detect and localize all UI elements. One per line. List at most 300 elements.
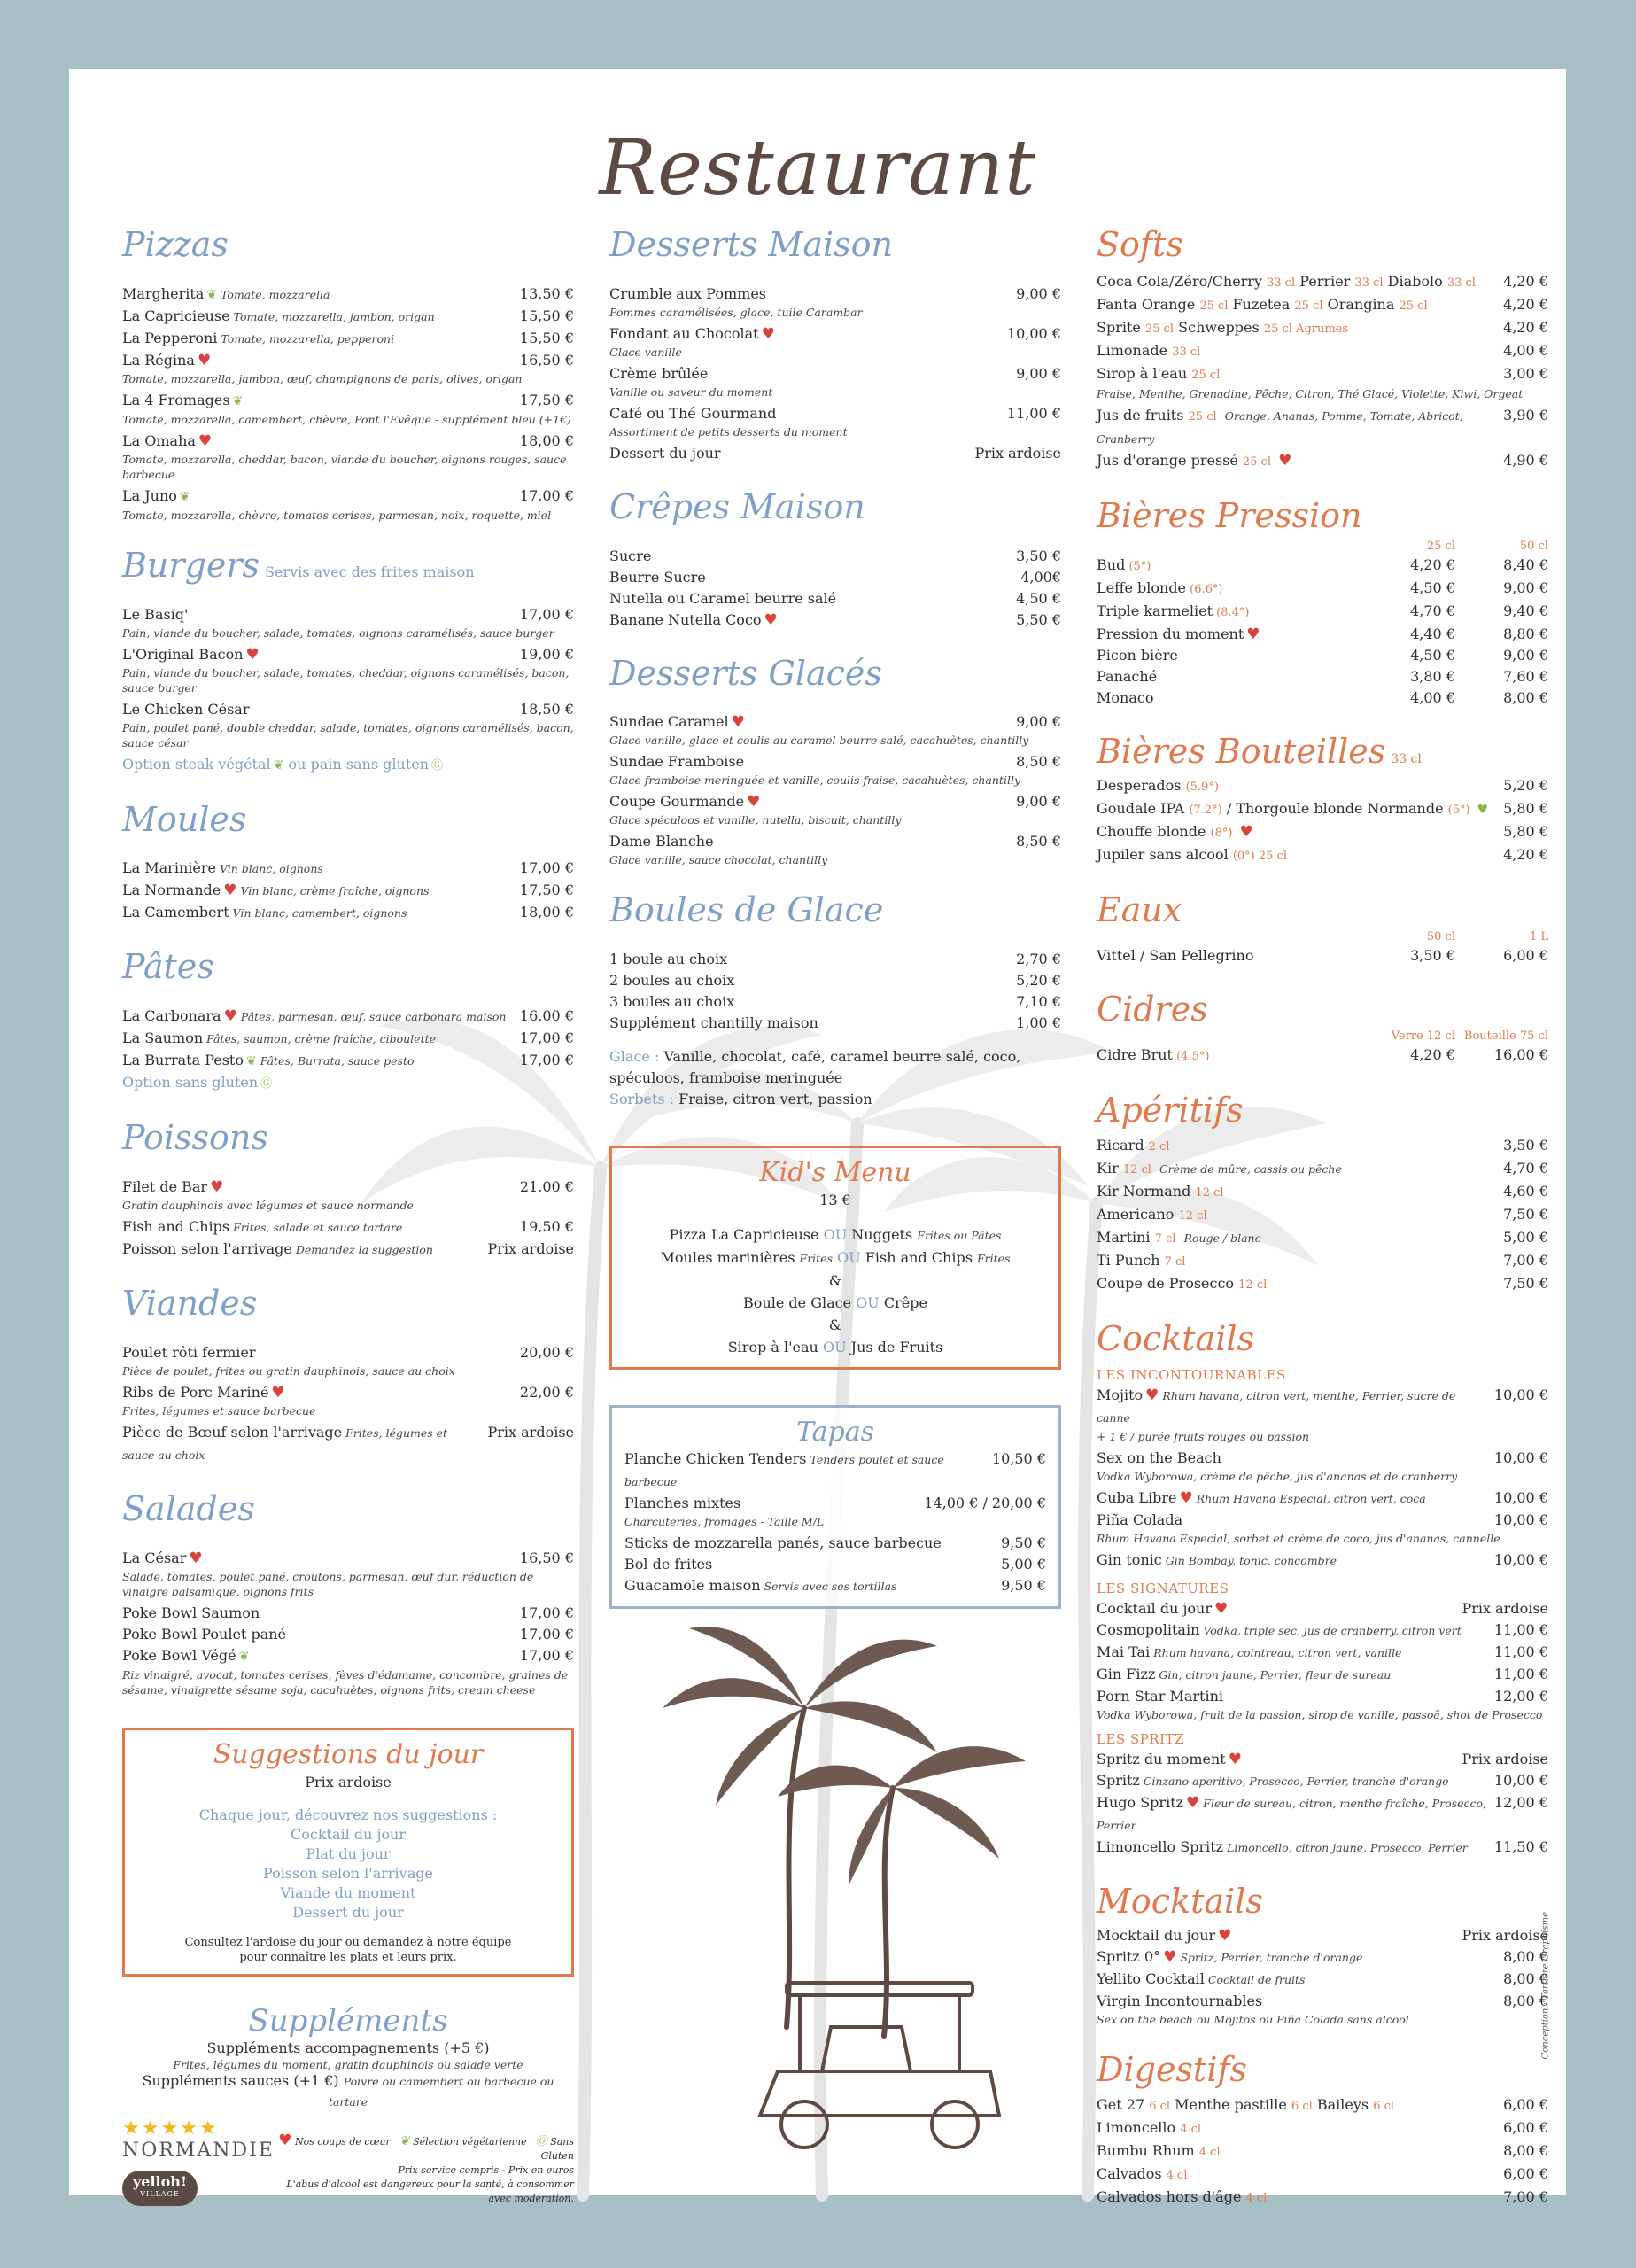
suggestions-note-1: Consultez l'ardoise du jour ou demandez à notre équipe <box>184 1935 512 1949</box>
cocktails-list-1 <box>1097 1385 1548 1572</box>
menu-item-name: Café ou Thé Gourmand <box>609 404 777 422</box>
supplements-sauces-desc: Poivre ou camembert ou barbecue ou tartare <box>328 2074 554 2109</box>
menu-item <box>609 711 1061 748</box>
suggestions-lines <box>137 1825 559 1922</box>
salades-heading: Salades <box>122 1488 255 1528</box>
menu-item-name-group <box>1097 1598 1228 1619</box>
menu-item-name-group <box>1097 1385 1487 1429</box>
menu-item-name: Cosmopolitain <box>1097 1620 1200 1638</box>
menu-item-name: Poke Bowl Végé <box>122 1646 236 1664</box>
option-pain-sans-gluten: ou pain sans gluten <box>288 755 430 773</box>
menu-item-row <box>1097 1969 1548 1991</box>
menu-item-name: Sundae Framboise <box>609 753 745 771</box>
menu-item-name: Spritz du moment <box>1097 1750 1226 1767</box>
menu-item-price: 9,00 € <box>1016 793 1061 811</box>
menu-item-desc: Pain, viande du boucher, salade, tomates, oignons caramélisés, sauce burger <box>122 625 554 640</box>
drink-item-price: 6,00 € <box>1503 2119 1548 2137</box>
drink-item-price: 7,00 € <box>1503 2188 1548 2206</box>
menu-item-row <box>122 1382 574 1403</box>
heart-icon: ♥ <box>747 793 761 812</box>
menu-item-row <box>1097 1946 1548 1969</box>
menu-item-name: La Capricieuse <box>122 307 230 324</box>
drink-item-name: Desperados (5.9°) <box>1097 777 1219 795</box>
supplements-line-2 <box>122 2071 574 2112</box>
menu-item-name: Spritz <box>1097 1771 1140 1789</box>
menu-item-price: 13,50 € <box>519 284 574 302</box>
menu-item <box>122 1548 574 1599</box>
menu-item-name: Sticks de mozzarella panés, sauce barbecue <box>624 1534 942 1552</box>
menu-item-row <box>122 1177 574 1198</box>
menu-item-name-group <box>122 1645 249 1667</box>
menu-item-name-group <box>1097 1837 1468 1859</box>
bieres-pression-heading: Bières Pression <box>1097 495 1362 535</box>
menu-item-row <box>122 699 574 720</box>
menu-item-name-group <box>122 1239 433 1261</box>
menu-item-name: La 4 Fromages <box>122 391 230 408</box>
menu-item-name: La Régina <box>122 351 195 369</box>
drink-item-name: Ti Punch 7 cl <box>1097 1251 1186 1269</box>
mocktails-list <box>1097 1925 1548 2027</box>
drink-item-row <box>1097 2163 1548 2186</box>
drink-item <box>1097 2117 1548 2140</box>
aperitifs-list <box>1097 1135 1548 1296</box>
menu-item-row <box>609 949 1061 970</box>
drink-item-name: Fanta Orange 25 cl Fuzetea 25 cl Orangina 25 cl <box>1097 295 1428 313</box>
menu-item-price: Prix ardoise <box>1462 1750 1548 1767</box>
burgers-title: Burgers <box>122 545 260 585</box>
drink-item <box>1097 363 1548 401</box>
menu-item-price: 19,50 € <box>519 1217 574 1235</box>
menu-item-name-group <box>1097 1619 1462 1642</box>
menu-item-price: 5,00 € <box>1001 1556 1046 1573</box>
menu-item-name-group <box>122 880 429 902</box>
drink-item-name: Coupe de Prosecco 12 cl <box>1097 1274 1268 1292</box>
menu-item-name: Hugo Spritz <box>1097 1793 1184 1811</box>
drink-item-name: Jus de fruits 25 cl Orange, Ananas, Pomme, Tomate, Abricot, Cranberry <box>1097 406 1463 446</box>
menu-item-desc: Tomate, mozzarella, jambon, origan <box>233 309 435 323</box>
menu-item-name: Margherita <box>122 284 205 302</box>
drink-degree: (5°) <box>1125 559 1151 573</box>
drink-item-row <box>1097 1227 1548 1250</box>
menu-item-desc: Salade, tomates, poulet pané, croutons, parmesan, œuf dur, réduction de vinaigre balsamique, oignons frits <box>122 1569 534 1598</box>
kids-desc: Frites <box>977 1252 1011 1266</box>
menu-item <box>122 1050 574 1072</box>
tapas-heading: Tapas <box>795 1417 875 1449</box>
menu-item-row <box>122 1050 574 1072</box>
leaf-icon: ❦ <box>232 393 244 408</box>
menu-item-desc: Pommes caramélisées, glace, tuile Carambar <box>609 305 863 319</box>
menu-item-row <box>122 306 574 328</box>
boules-heading: Boules de Glace <box>609 890 884 930</box>
menu-item-name: Mojito <box>1097 1386 1144 1403</box>
menu-item <box>122 858 574 880</box>
left-column <box>122 202 574 2206</box>
menu-item-name-group <box>122 1028 436 1050</box>
drink-item-row <box>1097 775 1548 798</box>
bieres-bouteilles-heading <box>1097 731 1548 771</box>
drink-item <box>1097 1158 1548 1181</box>
menu-item-name: La Juno <box>122 486 177 504</box>
kids-menu-heading: Kid's Menu <box>759 1157 911 1189</box>
menu-sheet <box>69 69 1566 2206</box>
col-header: 50 cl <box>1426 930 1455 944</box>
heart-icon: ♥ <box>223 882 237 900</box>
menu-item <box>122 1645 574 1697</box>
drink-item-row <box>1097 601 1548 624</box>
drink-item-row <box>1097 1204 1548 1227</box>
menu-item-name: Dame Blanche <box>609 833 714 850</box>
menu-item <box>609 610 1061 631</box>
drink-item <box>1097 294 1548 317</box>
menu-item-name-group <box>122 306 435 328</box>
menu-item-desc: Tomate, mozzarella, jambon, œuf, champignons de paris, olives, origan <box>122 371 523 385</box>
drink-item <box>1097 2163 1548 2186</box>
menu-item-name: La César <box>122 1549 187 1566</box>
drink-price-large: 9,00 € <box>1503 646 1548 664</box>
bieres-pression-col-headers <box>1097 539 1548 555</box>
menu-item-name-group <box>1097 1792 1487 1837</box>
menu-item-row <box>1097 1925 1548 1946</box>
legend-heart-text: Nos coups de cœur <box>294 2135 391 2148</box>
drink-item <box>1097 1273 1548 1296</box>
menu-item <box>609 751 1061 788</box>
kids-amp-1: & <box>828 1272 842 1290</box>
menu-item-name-group <box>122 1548 203 1569</box>
menu-item-price: 12,00 € <box>1493 1687 1548 1705</box>
menu-item-name-group <box>122 328 394 350</box>
menu-item-name-group <box>122 1050 415 1072</box>
drink-degree: (4.5°) <box>1172 1049 1210 1063</box>
drink-item-name <box>1097 687 1362 709</box>
drink-item-price: 8,00 € <box>1503 2142 1548 2160</box>
cocktails-group-2: LES SIGNATURES <box>1097 1580 1229 1596</box>
menu-item-price: 8,50 € <box>1016 753 1061 771</box>
menu-item-desc: + 1 € / purée fruits rouges ou passion <box>1097 1429 1310 1443</box>
menu-item-desc: Frites, légumes et sauce barbecue <box>122 1403 316 1418</box>
drink-item-price: 4,20 € <box>1503 318 1548 336</box>
menu-item-name-group <box>122 699 249 720</box>
menu-item-name: 1 boule au choix <box>609 951 728 968</box>
viandes-list <box>122 1342 574 1466</box>
menu-item <box>1097 1925 1548 1946</box>
drink-name: Bud <box>1097 555 1126 573</box>
menu-item-desc: Spritz, Perrier, tranche d'orange <box>1180 1951 1363 1965</box>
drink-item-price: 4,00 € <box>1503 341 1548 359</box>
menu-item-row <box>122 1548 574 1569</box>
leaf-icon: ❦ <box>273 757 284 773</box>
drink-price-large: 8,00 € <box>1503 688 1548 706</box>
gluten-free-icon: Ⓖ <box>431 758 444 773</box>
menu-item-row <box>1097 1749 1548 1770</box>
drink-item-name: Bumbu Rhum 4 cl <box>1097 2142 1221 2160</box>
pates-heading: Pâtes <box>122 947 214 987</box>
drink-item-price: 7,00 € <box>1503 1251 1548 1269</box>
drink-item-name <box>1097 645 1362 666</box>
menu-item <box>1097 1792 1548 1837</box>
drink-item-row <box>1097 666 1548 687</box>
menu-item <box>624 1554 1046 1575</box>
menu-item-price: 10,00 € <box>1493 1550 1548 1568</box>
drink-item-name: Sprite 25 cl Schweppes 25 cl Agrumes <box>1097 318 1349 336</box>
menu-item-desc: Fleur de sureau, citron, menthe fraîche, Prosecco, Perrier <box>1097 1796 1486 1832</box>
leaf-icon: ❦ <box>238 1649 250 1664</box>
menu-item-row <box>609 991 1061 1013</box>
menu-item-desc: Gratin dauphinois avec légumes et sauce normande <box>122 1198 414 1212</box>
menu-item-price: 4,00€ <box>1020 568 1061 586</box>
supplements-line-1: Suppléments accompagnements (+5 €) <box>206 2039 490 2056</box>
col-header: Bouteille 75 cl <box>1463 1029 1548 1043</box>
drink-item-row <box>1097 450 1548 473</box>
legend-leaf-text: Sélection végétarienne <box>413 2135 527 2148</box>
drink-item-price: 4,90 € <box>1503 451 1548 469</box>
drink-item-name: Calvados hors d'âge 4 cl <box>1097 2188 1268 2206</box>
suggestions-box <box>122 1728 574 1977</box>
drink-item-name: Limoncello 4 cl <box>1097 2119 1202 2137</box>
menu-item <box>1097 1664 1548 1686</box>
suggestions-price: Prix ardoise <box>305 1773 392 1790</box>
menu-item-price: Prix ardoise <box>487 1239 574 1257</box>
menu-item <box>609 546 1061 567</box>
menu-item-desc: Tenders poulet et sauce barbecue <box>624 1453 944 1489</box>
menu-item-desc: Glace vanille <box>609 345 682 359</box>
menu-item-row <box>609 610 1061 631</box>
menu-item-name: Ribs de Porc Mariné <box>122 1383 269 1401</box>
drink-item-price: 5,80 € <box>1503 823 1548 841</box>
menu-item-name: Coupe Gourmande <box>609 793 745 811</box>
drink-item-row <box>1097 821 1548 844</box>
menu-item <box>122 1422 574 1466</box>
aperitifs-heading: Apéritifs <box>1097 1090 1244 1130</box>
menu-item-name: Sucre <box>609 547 652 564</box>
menu-item-name-group <box>122 1382 285 1403</box>
burgers-subtitle: Servis avec des frites maison <box>265 563 475 580</box>
menu-item <box>609 363 1061 400</box>
drink-price-small: 4,50 € <box>1410 579 1455 596</box>
menu-item-name-group <box>1097 1749 1242 1770</box>
menu-item-name: L'Original Bacon <box>122 645 244 663</box>
menu-item-price: 15,50 € <box>519 329 574 346</box>
drink-item-name: Coca Cola/Zéro/Cherry 33 cl Perrier 33 cl Diabolo 33 cl <box>1097 272 1476 290</box>
menu-item-desc: Pâtes, saumon, crème fraîche, ciboulette <box>206 1032 437 1046</box>
burgers-option <box>122 754 574 777</box>
menu-item-price: 10,00 € <box>1493 1386 1548 1403</box>
menu-item-price: 9,50 € <box>1001 1577 1046 1595</box>
menu-item-desc: Tomate, mozzarella, pepperoni <box>221 331 395 346</box>
menu-item-row <box>624 1449 1046 1493</box>
drink-item <box>1097 340 1548 363</box>
menu-item-desc: Pâtes, Burrata, sauce pesto <box>260 1054 415 1068</box>
menu-item-price: 11,00 € <box>1493 1665 1548 1682</box>
drink-item-name: Goudale IPA (7.2°) / Thorgoule blonde Normande (5°) ♥ <box>1097 800 1489 818</box>
menu-item-name-group <box>609 567 706 588</box>
menu-item <box>609 791 1061 827</box>
col-header: 25 cl <box>1426 539 1455 553</box>
heart-icon: ♥ <box>1214 1599 1229 1618</box>
suggestion-line: Dessert du jour <box>292 1903 404 1921</box>
menu-item <box>624 1575 1046 1597</box>
kids-desc: Frites <box>799 1252 833 1266</box>
menu-item <box>1097 1946 1548 1969</box>
desserts-glaces-heading: Desserts Glacés <box>609 653 882 693</box>
menu-item-row <box>609 284 1061 305</box>
drink-item <box>1097 2140 1548 2163</box>
kids-choice: Sirop à l'eau <box>727 1339 818 1356</box>
drink-name: Cidre Brut <box>1097 1045 1173 1063</box>
heart-icon: ♥ <box>1246 625 1260 643</box>
pizzas-heading: Pizzas <box>122 225 229 264</box>
drink-price-large: 16,00 € <box>1493 1045 1548 1063</box>
menu-item-name-group <box>1097 1946 1362 1969</box>
kids-or: OU <box>823 1226 848 1244</box>
option-sans-gluten: Option sans gluten <box>122 1074 259 1091</box>
poissons-list <box>122 1177 574 1261</box>
drink-item-name: Kir Normand 12 cl <box>1097 1182 1224 1200</box>
gluten-free-icon: Ⓖ <box>260 1077 273 1091</box>
softs-heading: Softs <box>1097 225 1183 264</box>
kids-amp-2: & <box>828 1317 842 1334</box>
menu-item <box>1097 1598 1548 1619</box>
menu-item-name-group <box>609 363 708 384</box>
menu-item-name-group <box>122 604 188 625</box>
burgers-heading <box>122 545 574 585</box>
menu-item-price: 18,00 € <box>519 431 574 449</box>
menu-item-desc: Vanille ou saveur du moment <box>609 384 773 399</box>
suggestions-heading: Suggestions du jour <box>213 1738 484 1770</box>
suggestion-line: Plat du jour <box>306 1845 391 1862</box>
drink-item <box>1097 821 1548 844</box>
supplements-line-1-desc: Frites, légumes du moment, gratin dauphinois ou salade verte <box>173 2057 523 2071</box>
menu-item-price: 17,00 € <box>519 1604 574 1621</box>
menu-item <box>1097 1642 1548 1664</box>
menu-item-name-group <box>609 791 760 812</box>
bieres-bouteilles-size: 33 cl <box>1391 751 1422 766</box>
pates-option <box>122 1072 574 1095</box>
menu-item <box>122 328 574 350</box>
menu-item-name: Bol de frites <box>624 1556 713 1573</box>
menu-item-name: La Saumon <box>122 1029 204 1047</box>
menu-item-name: Guacamole maison <box>624 1577 761 1595</box>
menu-item <box>122 1216 574 1239</box>
heart-icon: ♥ <box>1179 1488 1193 1507</box>
menu-item-row <box>609 363 1061 384</box>
drink-item-name: Get 27 6 cl Menthe pastille 6 cl Baileys 6 cl <box>1097 2096 1395 2114</box>
menu-item-name-group <box>609 751 744 773</box>
kids-line-1 <box>624 1223 1046 1247</box>
menu-item-row <box>609 323 1061 345</box>
drink-name: Picon bière <box>1097 646 1178 664</box>
menu-item-row <box>122 1624 574 1645</box>
menu-item-price: 11,00 € <box>1493 1620 1548 1638</box>
menu-item-name: Mocktail du jour <box>1097 1927 1216 1945</box>
menu-item-row <box>1097 1837 1548 1859</box>
menu-item <box>1097 1749 1548 1770</box>
kids-line-2 <box>624 1247 1046 1270</box>
menu-item-name-group <box>122 902 407 924</box>
menu-item-name: Crème brûlée <box>609 364 709 382</box>
menu-item-name-group <box>122 858 323 880</box>
drink-item-row <box>1097 798 1548 821</box>
menu-item-name-group <box>609 403 776 424</box>
menu-item-price: 9,00 € <box>1016 713 1061 731</box>
menu-item-name-group <box>122 1422 481 1466</box>
drink-item-row <box>1097 578 1548 601</box>
menu-item-price: 4,50 € <box>1016 589 1061 607</box>
drink-item-price: 3,00 € <box>1503 364 1548 382</box>
menu-item-price: 18,00 € <box>519 904 574 921</box>
menu-item-name: Planche Chicken Tenders <box>624 1450 807 1468</box>
legend-icons <box>275 2133 574 2163</box>
eaux-col-headers <box>1097 929 1548 945</box>
drink-name: Panaché <box>1097 667 1158 685</box>
menu-item-desc: Rhum Havana Especial, citron vert, coca <box>1196 1491 1426 1505</box>
tapas-box <box>609 1405 1061 1609</box>
menu-item-desc: Frites, légumes et sauce au choix <box>122 1425 448 1462</box>
menu-item-name: Porn Star Martini <box>1097 1687 1223 1705</box>
menu-item-price: 17,50 € <box>519 882 574 899</box>
menu-item-price: 15,50 € <box>519 307 574 324</box>
menu-item-price: 21,00 € <box>519 1177 574 1195</box>
drink-item-row <box>1097 317 1548 340</box>
footer-branding <box>122 2117 275 2206</box>
menu-item-name: Sex on the Beach <box>1097 1449 1221 1466</box>
menu-item-row <box>122 1216 574 1239</box>
crepes-heading: Crêpes Maison <box>609 486 865 526</box>
menu-item-name-group <box>609 1013 818 1034</box>
heart-icon: ♥ <box>210 1177 224 1196</box>
kids-choice: Boule de Glace <box>743 1294 852 1312</box>
drink-item-row <box>1097 945 1548 967</box>
drink-item <box>1097 775 1548 798</box>
drink-name: Leffe blonde <box>1097 579 1187 596</box>
drink-item-row <box>1097 687 1548 709</box>
menu-item <box>609 443 1061 464</box>
menu-item-price: 16,50 € <box>519 351 574 369</box>
menu-item-price: 1,00 € <box>1016 1014 1061 1032</box>
menu-item-price: 22,00 € <box>519 1383 574 1401</box>
drink-item-row <box>1097 1181 1548 1204</box>
menu-item-name-group <box>609 970 734 991</box>
menu-item <box>1097 1619 1548 1642</box>
moules-list <box>122 858 574 924</box>
menu-item-row <box>122 1239 574 1261</box>
drink-price-small: 4,50 € <box>1410 646 1455 664</box>
drink-item-row <box>1097 2117 1548 2140</box>
cocktails-list-3 <box>1097 1749 1548 1859</box>
menu-item <box>122 1382 574 1418</box>
heart-icon: ♥ <box>271 1383 285 1402</box>
drink-item-price: 6,00 € <box>1503 2096 1548 2114</box>
kids-menu-price: 13 € <box>819 1192 851 1209</box>
suggestion-line: Poisson selon l'arrivage <box>263 1864 433 1882</box>
drink-item-name: Ricard 2 cl <box>1097 1136 1170 1153</box>
menu-item-name-group <box>624 1554 712 1575</box>
menu-item-price: 11,00 € <box>1006 404 1061 422</box>
menu-item-price: 11,50 € <box>1493 1837 1548 1855</box>
menu-item-name: Poke Bowl Poulet pané <box>122 1625 286 1643</box>
menu-item-desc: Frites, salade et sauce tartare <box>233 1220 403 1234</box>
desserts-maison-list <box>609 284 1061 464</box>
drink-item-price: 5,80 € <box>1503 800 1548 818</box>
menu-item-row <box>122 485 574 508</box>
drink-item <box>1097 798 1548 821</box>
kids-or: OU <box>837 1249 861 1267</box>
menu-item-row <box>1097 1686 1548 1707</box>
menu-item-name-group <box>122 1177 223 1198</box>
drink-degree: (6.6°) <box>1186 582 1223 596</box>
menu-item-row <box>122 284 574 306</box>
menu-item-name: La Burrata Pesto <box>122 1052 244 1069</box>
menu-item-price: 9,50 € <box>1001 1534 1046 1552</box>
